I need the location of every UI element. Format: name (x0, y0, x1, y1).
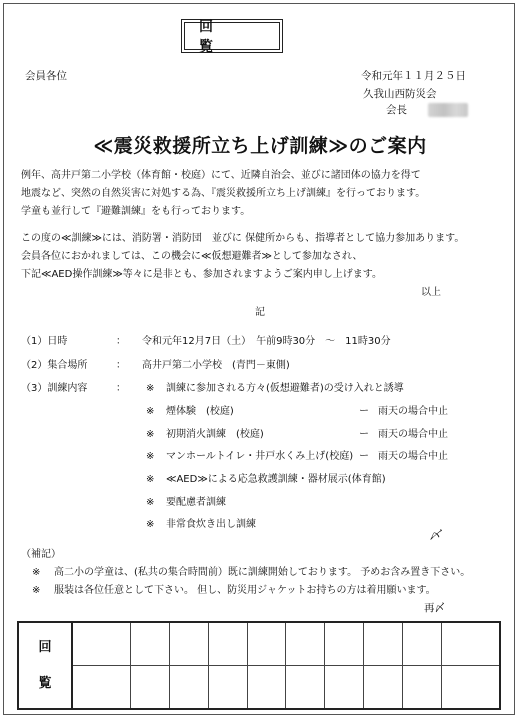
supplement-note-1: 高二小の学童は、(私共の集合時間前）既に訓練開始しております。 予めお含み置き下さい。 (54, 567, 471, 578)
item-text: 非常食炊き出し訓練 (166, 519, 256, 530)
supplement-label: （補記） (21, 549, 61, 560)
check-cell[interactable] (208, 666, 247, 710)
item-text: 要配慮者訓練 (166, 497, 226, 508)
check-cell[interactable] (364, 622, 403, 666)
check-cell[interactable] (364, 666, 403, 710)
item-mark: ※ (146, 497, 155, 508)
issue-date: 令和元年１１月２５日 (361, 70, 466, 82)
intro-line-3: 学童も並行して『避難訓練』をも行っております。 (21, 206, 251, 217)
item-mark: ※ (146, 474, 155, 485)
redacted-name (428, 103, 468, 117)
check-cell[interactable] (325, 622, 364, 666)
place-label: （2）集合場所 (21, 360, 88, 371)
kairan-stamp-box (181, 19, 283, 53)
check-cell[interactable] (169, 666, 208, 710)
organization-name: 久我山西防災会 (363, 88, 437, 100)
item-note: 雨天の場合中止 (378, 406, 448, 417)
body-line-1: この度の≪訓練≫には、消防署・消防団 並びに 保健所からも、指導者として協力参加あります。 (21, 233, 465, 244)
item-text: ≪AED≫による応急救護訓練・器材展示(体育館) (166, 474, 386, 485)
item-dash: ー (359, 451, 369, 462)
check-cell[interactable] (403, 666, 442, 710)
content-colon: ： (116, 383, 126, 394)
check-cell[interactable] (130, 622, 169, 666)
item-mark: ※ (146, 429, 155, 440)
check-cell[interactable] (325, 666, 364, 710)
intro-line-1: 例年、高井戸第二小学校（体育館・校庭）にて、近隣自治会、並びに諸団体の協力を得て (21, 170, 421, 181)
item-text: 煙体験 (校庭) (166, 406, 234, 417)
item-note: 雨天の場合中止 (378, 451, 448, 462)
check-cell[interactable] (442, 622, 500, 666)
closing-text: 以上 (421, 287, 441, 298)
content-label: （3）訓練内容 (21, 383, 88, 394)
item-mark: ※ (146, 519, 155, 530)
sai-shime-mark: 再〆 (424, 602, 445, 614)
item-text: 訓練に参加される方々(仮想避難者)の受け入れと誘導 (166, 383, 404, 394)
check-cell[interactable] (247, 666, 286, 710)
supplement-mark: ※ (32, 585, 41, 596)
item-dash: ー (359, 406, 369, 417)
date-colon: ： (116, 336, 126, 347)
item-text: マンホールトイレ・井戸水くみ上げ(校庭) (166, 451, 354, 462)
place-value: 高井戸第二小学校 (青門－東側) (142, 360, 290, 371)
intro-line-2: 地震など、突然の自然災害に対処する為、『震災救援所立ち上げ訓練』を行っております。 (21, 188, 426, 199)
place-colon: ： (116, 360, 126, 371)
item-mark: ※ (146, 406, 155, 417)
item-note: 雨天の場合中止 (378, 429, 448, 440)
check-cell[interactable] (286, 622, 325, 666)
ki-heading: 記 (255, 307, 265, 318)
check-cell[interactable] (442, 666, 500, 710)
item-dash: ー (359, 429, 369, 440)
kairan-table-head-bottom: 覧 (38, 675, 52, 691)
body-line-2: 会員各位におかれましては、この機会に≪仮想避難者≫として参加なされ、 (21, 251, 363, 262)
kairan-label: 回 覧 (184, 22, 280, 50)
recipient-text: 会員各位 (25, 70, 67, 82)
check-cell[interactable] (72, 666, 130, 710)
supplement-mark: ※ (32, 567, 41, 578)
chairperson-title: 会長 (386, 104, 407, 116)
check-cell[interactable] (247, 622, 286, 666)
check-cell[interactable] (72, 622, 130, 666)
check-cell[interactable] (403, 622, 442, 666)
date-label: （1）日時 (21, 336, 68, 347)
kairan-check-table (17, 621, 501, 710)
shime-mark: 〆 (429, 528, 442, 542)
body-line-3: 下記≪AED操作訓練≫等々に是非とも、参加されますようご案内申し上げます。 (21, 269, 382, 280)
check-cell[interactable] (130, 666, 169, 710)
supplement-note-2: 服装は各位任意として下さい。 但し、防災用ジャケットお持ちの方は着用願います。 (54, 585, 436, 596)
document-title: ≪震災救援所立ち上げ訓練≫のご案内 (93, 135, 427, 157)
document-page (3, 3, 515, 715)
item-text: 初期消火訓練 (校庭) (166, 429, 264, 440)
item-mark: ※ (146, 451, 155, 462)
check-cell[interactable] (286, 666, 325, 710)
date-value: 令和元年12月7日（土） 午前9時30分 ～ 11時30分 (142, 336, 391, 347)
kairan-table-head (18, 622, 72, 709)
item-mark: ※ (146, 383, 155, 394)
check-cell[interactable] (169, 622, 208, 666)
kairan-table-head-top: 回 (38, 639, 52, 655)
check-cell[interactable] (208, 622, 247, 666)
